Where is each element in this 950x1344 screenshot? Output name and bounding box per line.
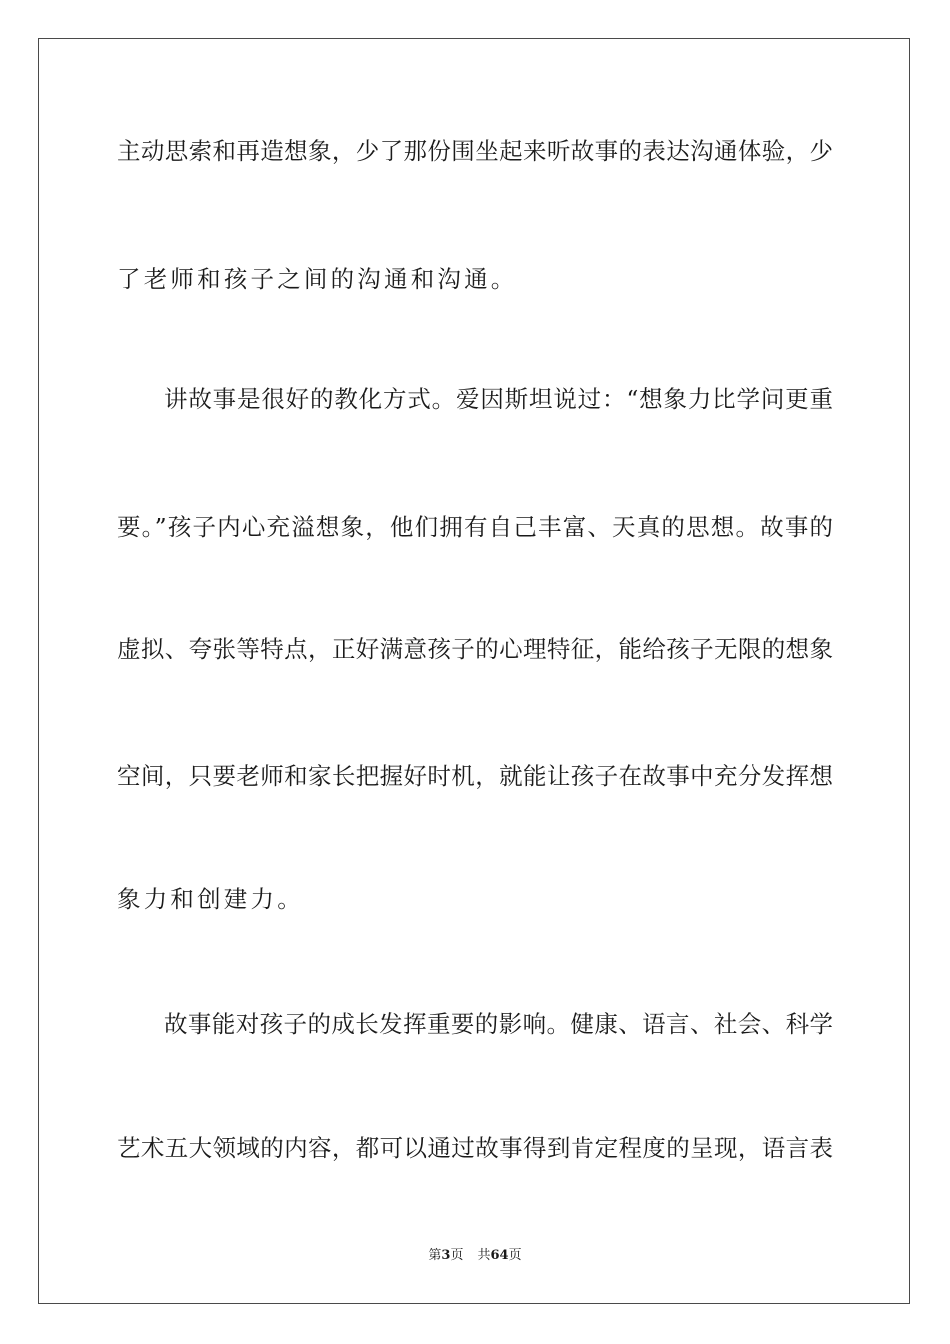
body-line-5: 虚拟、夸张等特点，正好满意孩子的心理特征，能给孩子无限的想象 — [117, 635, 833, 663]
body-line-7: 象力和创建力。 — [117, 885, 304, 913]
total-prefix: 共 — [477, 1248, 491, 1263]
page-number: 3 — [441, 1248, 451, 1263]
body-line-2: 了老师和孩子之间的沟通和沟通。 — [117, 265, 518, 293]
page-footer — [0, 1248, 950, 1264]
page-suffix: 页 — [450, 1248, 464, 1263]
total-suffix: 页 — [508, 1248, 522, 1263]
total-pages: 64 — [490, 1248, 509, 1263]
page-prefix: 第 — [428, 1248, 442, 1263]
page-border — [38, 38, 910, 1304]
body-line-3: 讲故事是很好的教化方式。爱因斯坦说过：“想象力比学问更重 — [164, 385, 833, 413]
body-line-4: 要。”孩子内心充溢想象，他们拥有自己丰富、天真的思想。故事的 — [117, 513, 833, 541]
body-line-1: 主动思索和再造想象，少了那份围坐起来听故事的表达沟通体验，少 — [117, 137, 833, 165]
body-line-6: 空间，只要老师和家长把握好时机，就能让孩子在故事中充分发挥想 — [117, 762, 833, 790]
body-line-9: 艺术五大领域的内容，都可以通过故事得到肯定程度的呈现，语言表 — [117, 1134, 833, 1162]
body-line-8: 故事能对孩子的成长发挥重要的影响。健康、语言、社会、科学 — [164, 1010, 833, 1038]
